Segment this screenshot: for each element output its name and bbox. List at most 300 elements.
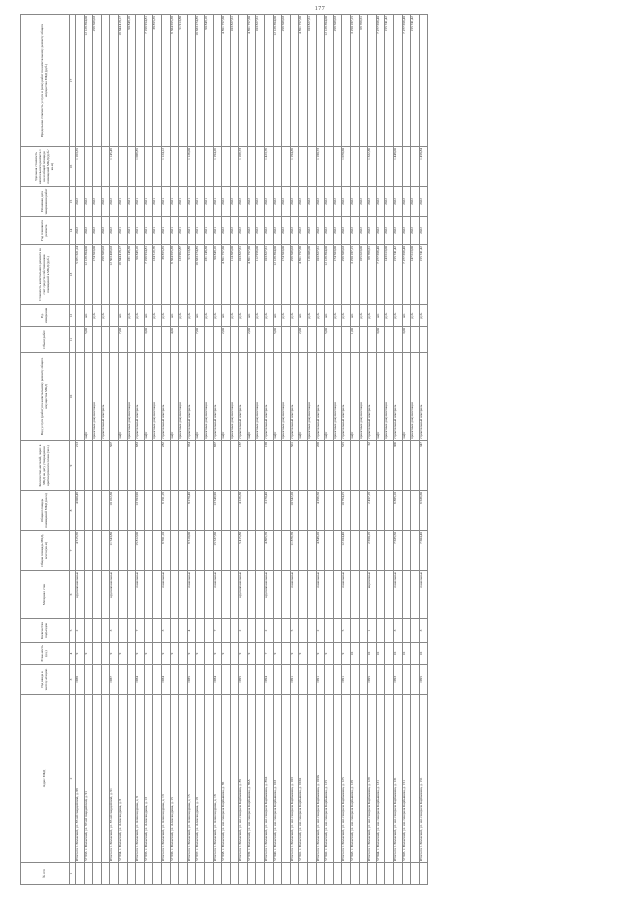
table-cell: руб. xyxy=(204,305,213,327)
table-cell: 57 844. г. Волжский, ул. им. генерала Карбышева, д. 131 xyxy=(376,695,385,863)
table-cell: 2022 xyxy=(402,217,411,245)
table-cell: 174 503,00 xyxy=(93,245,102,305)
table-cell: панельные xyxy=(187,571,196,619)
table-cell xyxy=(308,441,317,491)
table-cell: 1993 xyxy=(393,665,402,695)
table-cell: 7 277 656,40 xyxy=(402,15,411,147)
table-cell xyxy=(222,441,231,491)
table-cell xyxy=(196,571,205,619)
table-cell: 9 xyxy=(325,643,334,665)
table-cell: руб. xyxy=(282,305,291,327)
table-cell: Итого по г. Волжский, ул. им. генерала Карбышева, д. 103А xyxy=(316,695,325,863)
table-cell xyxy=(179,491,188,531)
table-cell: 9 xyxy=(196,643,205,665)
table-row xyxy=(385,15,394,885)
table-cell xyxy=(76,327,85,353)
table-cell: 2022 xyxy=(101,187,110,217)
table-cell: 1994 xyxy=(265,665,274,695)
table-cell: 2021 xyxy=(118,187,127,217)
column-header: Предельная стоимость услуги и (или) работ по капитальному ремонту общего имущества МКД (руб.) xyxy=(21,15,70,147)
table-cell: проектные документации xyxy=(308,353,317,441)
table-cell xyxy=(230,441,239,491)
table-row xyxy=(136,15,145,885)
table-row xyxy=(316,15,325,885)
row-index-cell xyxy=(230,863,239,885)
row-index-cell xyxy=(308,863,317,885)
table-cell: 2022 xyxy=(84,187,93,217)
table-cell: Итого по г. Волжский, ул. 87-ой гвардейской, д. 89 xyxy=(76,695,85,863)
table-cell: строительный контроль xyxy=(316,353,325,441)
table-cell: крупнопанельные xyxy=(110,571,119,619)
table-cell: 2022 xyxy=(333,187,342,217)
table-cell xyxy=(213,15,222,147)
table-cell xyxy=(299,665,308,695)
table-cell: 354 xyxy=(187,441,196,491)
table-cell: лифт xyxy=(325,353,334,441)
table-cell: лифт xyxy=(273,353,282,441)
table-cell: 2021 xyxy=(187,187,196,217)
table-cell: 90 849,16 xyxy=(136,245,145,305)
table-cell xyxy=(118,531,127,571)
table-cell: 2 xyxy=(265,619,274,643)
table-row xyxy=(308,15,317,885)
table-cell xyxy=(144,491,153,531)
table-row xyxy=(170,15,179,885)
table-cell: 9 xyxy=(247,643,256,665)
table-cell: 3 xyxy=(419,619,428,643)
table-cell: руб. xyxy=(393,305,402,327)
table-cell: 2022 xyxy=(273,217,282,245)
table-cell: 9 xyxy=(118,643,127,665)
table-cell xyxy=(308,695,317,863)
table-cell: 57 835. г. Волжский, ул. Александрова, д. 13 xyxy=(144,695,153,863)
table-cell: 2022 xyxy=(110,217,119,245)
table-cell: 2,00 xyxy=(222,327,231,353)
table-cell: 155 741,42 xyxy=(385,15,394,147)
table-cell: 259 509,03 xyxy=(93,15,102,147)
table-cell: панельные xyxy=(213,571,222,619)
row-index-cell xyxy=(376,863,385,885)
table-cell: 4 848,20 xyxy=(316,531,325,571)
table-row xyxy=(419,15,428,885)
table-cell xyxy=(411,531,420,571)
table-cell xyxy=(359,441,368,491)
table-cell: 15 537,60 xyxy=(213,531,222,571)
table-cell xyxy=(127,327,136,353)
table-cell: 667 xyxy=(213,441,222,491)
table-row xyxy=(213,15,222,885)
table-cell: руб. xyxy=(256,305,265,327)
row-index-cell xyxy=(316,863,325,885)
table-cell: 7,00 xyxy=(196,327,205,353)
table-row xyxy=(230,15,239,885)
table-cell: строительный контроль xyxy=(368,353,377,441)
table-cell: 57 833. г. Волжский, ул. 87-ой гвардейской, д. 91 xyxy=(84,695,93,863)
column-header: Объем работ xyxy=(21,327,70,353)
row-index-cell xyxy=(342,863,351,885)
table-cell xyxy=(351,441,360,491)
table-row xyxy=(273,15,282,885)
table-cell: лифт xyxy=(222,353,231,441)
column-number: 14 xyxy=(70,217,76,245)
table-cell: 2021 xyxy=(161,187,170,217)
table-cell xyxy=(402,147,411,187)
table-cell: 9 xyxy=(290,643,299,665)
table-cell xyxy=(393,327,402,353)
table-cell: 105 023,00 xyxy=(359,245,368,305)
table-cell: лифт xyxy=(402,353,411,441)
table-cell: проектные документации xyxy=(204,353,213,441)
table-cell: 2022 xyxy=(325,217,334,245)
table-cell xyxy=(76,353,85,441)
table-cell: проектные документации xyxy=(127,353,136,441)
table-cell: 1991 xyxy=(342,665,351,695)
table-cell: 2021 xyxy=(204,187,213,217)
row-index-cell xyxy=(359,863,368,885)
table-cell: 1987 xyxy=(110,665,119,695)
table-cell xyxy=(222,619,231,643)
table-cell: 2021 xyxy=(213,187,222,217)
table-cell: 16 633 274,85 xyxy=(196,15,205,147)
table-cell: 2022 xyxy=(222,187,231,217)
table-cell: 1 089,85 xyxy=(136,147,145,187)
column-number: 10 xyxy=(70,353,76,441)
table-cell xyxy=(273,531,282,571)
table-cell xyxy=(204,531,213,571)
table-cell xyxy=(376,531,385,571)
table-cell: 8 270,40 xyxy=(187,491,196,531)
table-cell: 2022 xyxy=(385,217,394,245)
table-cell xyxy=(93,643,102,665)
table-cell: 9 xyxy=(110,643,119,665)
table-cell: проектные документации xyxy=(230,353,239,441)
table-cell: 7 277 656,40 xyxy=(376,245,385,305)
column-number: 2 xyxy=(70,695,76,863)
table-cell: 2022 xyxy=(359,187,368,217)
table-cell xyxy=(402,441,411,491)
table-cell: 10 xyxy=(419,643,428,665)
table-cell: 282 xyxy=(161,441,170,491)
table-cell: 9 xyxy=(161,643,170,665)
table-cell xyxy=(144,571,153,619)
table-cell: 155 741,42 xyxy=(419,245,428,305)
table-cell xyxy=(299,619,308,643)
table-cell xyxy=(84,571,93,619)
column-number: 13 xyxy=(70,245,76,305)
table-cell: руб. xyxy=(93,305,102,327)
table-cell xyxy=(222,571,231,619)
column-header: Ед. измерения xyxy=(21,305,70,327)
table-cell xyxy=(411,643,420,665)
table-cell: 116 006,00 xyxy=(308,245,317,305)
table-cell xyxy=(273,441,282,491)
table-cell: панельные xyxy=(290,571,299,619)
row-index-cell xyxy=(247,863,256,885)
table-cell: 259 509,03 xyxy=(333,15,342,147)
table-cell xyxy=(170,491,179,531)
table-cell xyxy=(325,665,334,695)
table-cell: 231 148,30 xyxy=(204,245,213,305)
table-cell: строительный контроль xyxy=(265,353,274,441)
table-cell: 3,00 xyxy=(402,327,411,353)
table-cell: 15 812,00 xyxy=(136,531,145,571)
table-cell: 2021 xyxy=(144,187,153,217)
table-row xyxy=(402,15,411,885)
table-cell: 2022 xyxy=(273,187,282,217)
table-cell xyxy=(84,491,93,531)
table-cell: 7,00 xyxy=(118,327,127,353)
table-cell: 2021 xyxy=(196,187,205,217)
row-index-cell xyxy=(144,863,153,885)
table-cell: 16 633 274,85 xyxy=(196,245,205,305)
table-cell: 103 827,61 xyxy=(308,15,317,147)
table-cell: 57 834. г. Волжский, ул. Александрова, д. 8 xyxy=(118,695,127,863)
table-cell: 5 xyxy=(290,619,299,643)
table-cell: лифт xyxy=(376,353,385,441)
table-cell: 4 851 757,60 xyxy=(222,245,231,305)
table-row xyxy=(76,15,85,885)
table-row xyxy=(187,15,196,885)
table-cell xyxy=(265,327,274,353)
table-cell xyxy=(170,147,179,187)
table-cell: 1995 xyxy=(368,665,377,695)
column-number: 6 xyxy=(70,571,76,619)
table-cell xyxy=(136,15,145,147)
table-cell xyxy=(118,147,127,187)
table-cell: 2022 xyxy=(316,187,325,217)
table-cell: 38 855,35 xyxy=(161,245,170,305)
table-row xyxy=(282,15,291,885)
column-header: Стоимость капитального ремонта за счет средств собственников помещений в МКД (руб.) xyxy=(21,245,70,305)
table-cell: 259 509,03 xyxy=(101,245,110,305)
table-cell: 1984 xyxy=(161,665,170,695)
table-row xyxy=(110,15,119,885)
table-cell: 2022 xyxy=(411,217,420,245)
table-cell: руб. xyxy=(411,305,420,327)
table-cell xyxy=(118,619,127,643)
row-index-cell xyxy=(351,863,360,885)
column-header: Год ввода в эксплу-атацию xyxy=(21,665,70,695)
table-cell: 2021 xyxy=(118,217,127,245)
row-index-cell xyxy=(419,863,428,885)
table-cell: проектные документации xyxy=(333,353,342,441)
table-cell: 57 841. г. Волжский, ул. им. генерала Карбышева, д. 103А xyxy=(299,695,308,863)
table-cell: 69 766,61 xyxy=(359,15,368,147)
table-cell: 11 876,70 xyxy=(290,531,299,571)
table-cell xyxy=(161,15,170,147)
table-cell: 259 509,03 xyxy=(282,15,291,147)
table-cell: панельные xyxy=(419,571,428,619)
table-cell xyxy=(93,571,102,619)
table-cell: 155 741,42 xyxy=(411,15,420,147)
table-cell: руб. xyxy=(101,305,110,327)
table-cell: 2 xyxy=(76,619,85,643)
row-index-cell xyxy=(127,863,136,885)
table-cell: 57 838. г. Волжский, ул. им. генерала Карбышева, д. 85 xyxy=(222,695,231,863)
table-cell: 9 xyxy=(316,643,325,665)
table-cell: 1 169,73 xyxy=(239,147,248,187)
table-cell: шт. xyxy=(273,305,282,327)
table-cell: шт. xyxy=(118,305,127,327)
table-cell xyxy=(342,15,351,147)
table-cell xyxy=(411,665,420,695)
row-index-cell xyxy=(402,863,411,885)
table-cell: руб. xyxy=(179,305,188,327)
table-cell: 9 xyxy=(342,643,351,665)
table-row xyxy=(179,15,188,885)
table-cell: 4 226,30 xyxy=(239,491,248,531)
table-cell: Итого по г. Волжский, ул. им. генерала Карбышева, д. 85А xyxy=(265,695,274,863)
table-cell xyxy=(402,571,411,619)
table-cell xyxy=(376,147,385,187)
table-cell xyxy=(402,619,411,643)
table-cell: Итого по г. Волжский, ул. Александрова, д. 8 xyxy=(136,695,145,863)
column-header: Общая площадь МКД, всего (кв.м) xyxy=(21,531,70,571)
table-cell: 2021 xyxy=(144,217,153,245)
column-number: 15 xyxy=(70,187,76,217)
row-index-cell xyxy=(393,863,402,885)
table-cell: руб. xyxy=(239,305,248,327)
table-cell: 133 962,87 xyxy=(179,245,188,305)
table-cell xyxy=(351,147,360,187)
row-index-cell xyxy=(333,863,342,885)
table-cell xyxy=(101,327,110,353)
table-cell xyxy=(179,531,188,571)
table-cell: Итого по г. Волжский, ул. им. генерала Карбышева, д. 151 xyxy=(419,695,428,863)
table-cell: руб. xyxy=(230,305,239,327)
table-cell xyxy=(419,15,428,147)
column-header: Количество жителей, зарег. в МКД на дату утверждения краткосрочного плана (чел.) xyxy=(21,441,70,491)
table-cell xyxy=(170,665,179,695)
table-cell xyxy=(308,491,317,531)
table-cell: 10 xyxy=(368,643,377,665)
table-cell: 7 xyxy=(265,643,274,665)
table-cell xyxy=(179,147,188,187)
table-cell: 3,00 xyxy=(144,327,153,353)
table-cell xyxy=(351,665,360,695)
table-cell: 2022 xyxy=(376,217,385,245)
table-cell xyxy=(411,571,420,619)
table-cell: 1 145,49 xyxy=(110,147,119,187)
table-cell: 1 070,60 xyxy=(342,147,351,187)
table-cell xyxy=(308,643,317,665)
table-cell: шт. xyxy=(196,305,205,327)
table-cell: 112 956,00 xyxy=(256,245,265,305)
table-cell: 2022 xyxy=(76,187,85,217)
table-cell xyxy=(325,491,334,531)
table-cell xyxy=(385,441,394,491)
table-cell: 2022 xyxy=(325,187,334,217)
table-cell: 7 199 954,81 xyxy=(144,15,153,147)
table-cell xyxy=(299,531,308,571)
table-cell: 2022 xyxy=(282,187,291,217)
table-cell: 12 129 394,00 xyxy=(325,15,334,147)
table-cell: 1995 xyxy=(419,665,428,695)
table-cell: 2021 xyxy=(187,217,196,245)
table-cell: 683 xyxy=(136,441,145,491)
table-cell xyxy=(179,441,188,491)
table-cell: 57 845. г. Волжский, ул. им. генерала Карбышева, д. 151 xyxy=(402,695,411,863)
column-number: 4 xyxy=(70,643,76,665)
table-cell xyxy=(333,327,342,353)
table-cell: 2022 xyxy=(342,217,351,245)
table-cell: 6 191,19 xyxy=(161,491,170,531)
table-cell: 168 xyxy=(265,441,274,491)
row-index-cell xyxy=(179,863,188,885)
table-cell: 2021 xyxy=(136,187,145,217)
table-cell: 4 851 757,60 xyxy=(222,15,231,147)
table-cell: лифт xyxy=(170,353,179,441)
table-cell xyxy=(299,147,308,187)
table-cell: 12 129 394,00 xyxy=(84,245,93,305)
table-cell: шт. xyxy=(222,305,231,327)
table-cell: 2022 xyxy=(376,187,385,217)
row-index-cell xyxy=(239,863,248,885)
table-cell: 103 827,61 xyxy=(265,245,274,305)
column-number: 7 xyxy=(70,531,76,571)
table-cell: 1984 xyxy=(213,665,222,695)
table-cell: 525 xyxy=(342,441,351,491)
table-cell xyxy=(196,531,205,571)
table-cell: 12 204,40 xyxy=(342,531,351,571)
table-cell: 1 126,00 xyxy=(187,147,196,187)
table-cell xyxy=(411,695,420,863)
table-cell xyxy=(368,15,377,147)
table-cell xyxy=(179,695,188,863)
table-cell: 9 xyxy=(213,643,222,665)
table-cell xyxy=(376,619,385,643)
table-cell: Итого по г. Волжский, ул. им. генерала Карбышева, д. 85 xyxy=(239,695,248,863)
table-cell xyxy=(118,441,127,491)
table-cell: 12 129 394,00 xyxy=(325,245,334,305)
row-index-cell xyxy=(161,863,170,885)
table-cell: 9 xyxy=(299,643,308,665)
table-cell: 10 794,25 xyxy=(342,491,351,531)
table-cell: руб. xyxy=(161,305,170,327)
table-cell: 6 591,10 xyxy=(161,531,170,571)
table-cell: 2 xyxy=(316,619,325,643)
table-cell: проектные документации xyxy=(359,353,368,441)
table-cell: 9 xyxy=(187,643,196,665)
table-cell: 1984 xyxy=(136,665,145,695)
table-cell xyxy=(136,327,145,353)
table-cell: 1 xyxy=(368,619,377,643)
table-cell: Итого по г. Волжский, ул. им. генерала Карбышева, д. 129 xyxy=(368,695,377,863)
column-header: Общая площадь помещений МКД (кв.м) xyxy=(21,491,70,531)
table-cell xyxy=(93,531,102,571)
table-cell: шт. xyxy=(325,305,334,327)
table-cell: шт. xyxy=(351,305,360,327)
table-row xyxy=(196,15,205,885)
table-cell: руб. xyxy=(385,305,394,327)
table-cell: 2022 xyxy=(247,187,256,217)
table-cell: 13 703,90 xyxy=(136,491,145,531)
row-index-cell xyxy=(93,863,102,885)
table-cell: 2,00 xyxy=(247,327,256,353)
column-header: № п/п xyxy=(21,863,70,885)
table-cell: 2 650,19 xyxy=(368,531,377,571)
column-number: 12 xyxy=(70,305,76,327)
table-cell xyxy=(376,665,385,695)
table-cell xyxy=(376,491,385,531)
table-cell: 10 162,30 xyxy=(110,491,119,531)
column-number: 9 xyxy=(70,441,76,491)
table-cell xyxy=(93,491,102,531)
table-cell: лифт xyxy=(118,353,127,441)
table-cell: строительный контроль xyxy=(342,353,351,441)
table-cell: 5 xyxy=(342,619,351,643)
table-cell xyxy=(402,531,411,571)
